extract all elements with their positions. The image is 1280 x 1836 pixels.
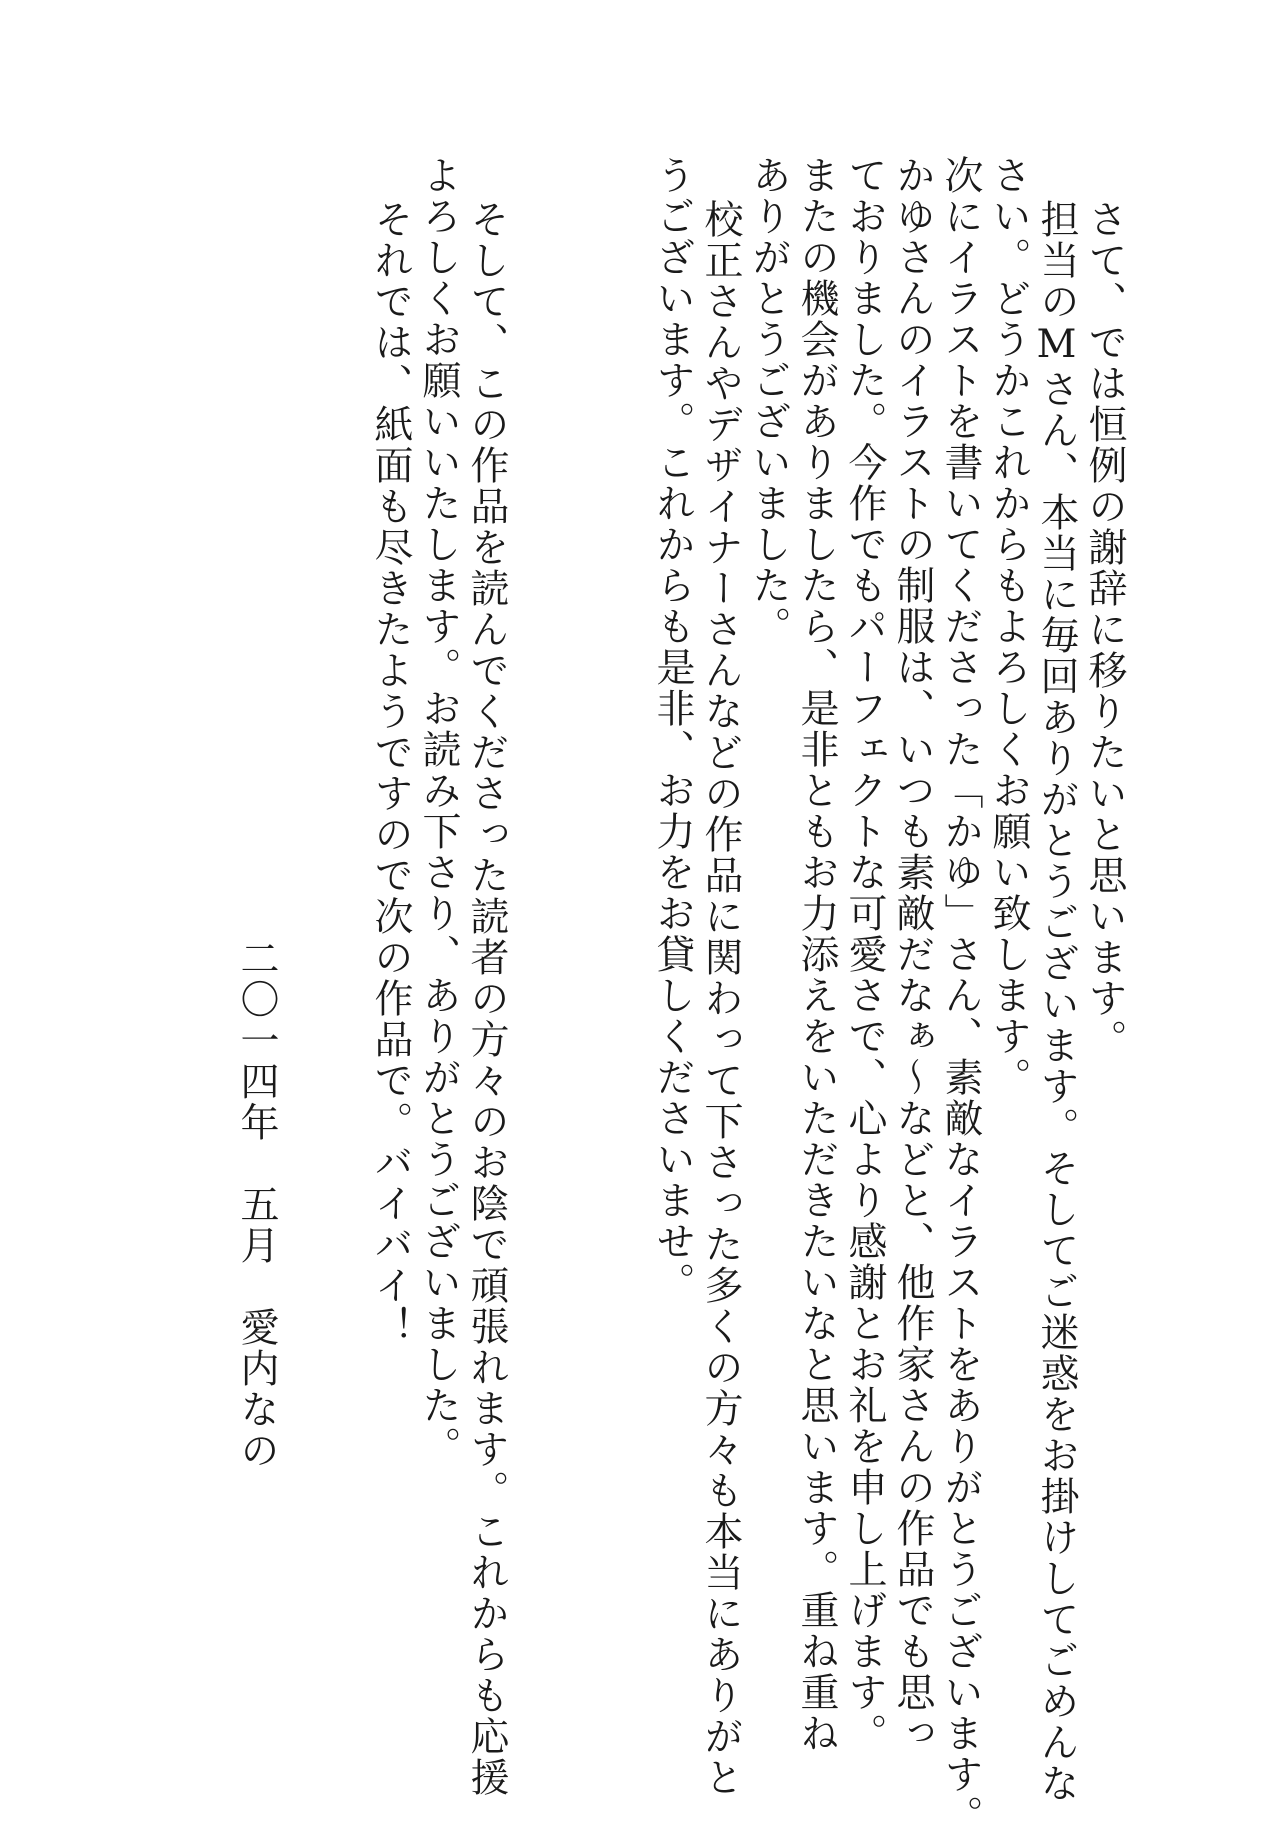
text-column-8: ありがとうございました。 bbox=[746, 155, 791, 647]
text-column-10: うございます。これからも是非、お力をお貸しくださいませ。 bbox=[650, 155, 695, 1303]
signature-date-author: 二〇一四年 五月 愛内なの bbox=[234, 938, 279, 1471]
text-column-4: 次にイラストを書いてくださった「かゆ」さん、素敵なイラストをありがとうございます。 bbox=[938, 155, 983, 1836]
text-column-7: またの機会がありましたら、是非ともお力添えをいただきたいなと思います。重ね重ね bbox=[794, 155, 839, 1754]
text-column-1: さて、では恒例の謝辞に移りたいと思います。 bbox=[1082, 199, 1127, 1060]
text-column-9: 校正さんやデザイナーさんなどの作品に関わって下さった多くの方々も本当にありがと bbox=[698, 199, 743, 1798]
text-column-3: さい。どうかこれからもよろしくお願い致します。 bbox=[986, 155, 1031, 1098]
text-column-2: 担当のMさん、本当に毎回ありがとうございます。そしてご迷惑をお掛けしてごめんな bbox=[1034, 199, 1079, 1804]
text-column-12: よろしくお願いいたします。お読み下さり、ありがとうございました。 bbox=[416, 155, 461, 1467]
text-column-5: かゆさんのイラストの制服は、いつも素敵だなぁ～などと、他作家さんの作品でも思っ bbox=[890, 155, 935, 1754]
text-column-11: そして、この作品を読んでくださった読者の方々のお陰で頑張れます。これからも応援 bbox=[464, 199, 509, 1798]
text-column-13: それでは、紙面も尽きたようですので次の作品で。バイバイ！ bbox=[368, 199, 413, 1347]
text-column-6: ておりました。今作でもパーフェクトな可愛さで、心より感謝とお礼を申し上げます。 bbox=[842, 155, 887, 1754]
